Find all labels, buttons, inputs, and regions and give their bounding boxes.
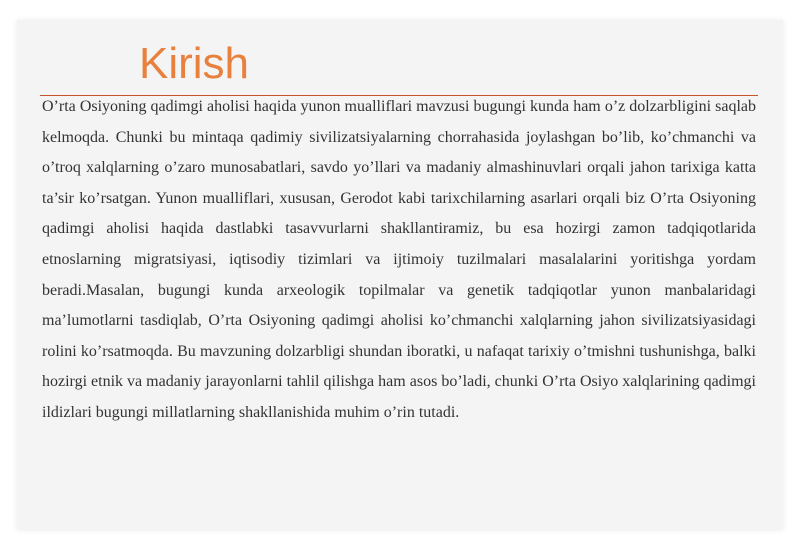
slide-body-text: O’rta Osiyoning qadimgi aholisi haqida yunon mualliflari mavzusi bugungi kunda ham o’z dolzarbligini saqlab kelmoqda. Chunki bu mintaqa qadimiy sivilizatsiyalarning chorrahasida joylashgan bo’lib, ko’chmanchi va o’troq xalqlarning o’zaro munosabatlari, savdo yo’llari va madaniy almashinuvlari orqali jahon tarixiga katta ta’sir ko’rsatgan. Yunon mualliflari, xususan, Gerodot kabi tarixchilarning asarlari orqali biz O’rta Osiyoning qadimgi aholisi haqida dastlabki tasavvurlarni shakllantiramiz, bu esa hozirgi zamon tadqiqotlarida etnoslarning migratsiyasi, iqtisodiy tizimlari va ijtimoiy tuzilmalari masalalarini yoritishga yordam beradi.Masalan, bugungi kunda arxeologik topilmalar va genetik tadqiqotlar yunon manbalaridagi ma’lumotlarni tasdiqlab, O’rta Osiyoning qadimgi aholisi ko’chmanchi xalqlarning jahon sivilizatsiyasidagi rolini ko’rsatmoqda. Bu mavzuning dolzarbligi shundan iboratki, u nafaqat tarixiy o’tmishni tushunishga, balki hozirgi etnik va madaniy jarayonlarni tahlil qilishga ham asos bo’ladi, chunki O’rta Osiyo xalqlarining qadimgi ildizlari bugungi millatlarning shakllanishida muhim o’rin tutadi. bbox=[42, 98, 756, 421]
slide-title: Kirish bbox=[139, 39, 250, 88]
